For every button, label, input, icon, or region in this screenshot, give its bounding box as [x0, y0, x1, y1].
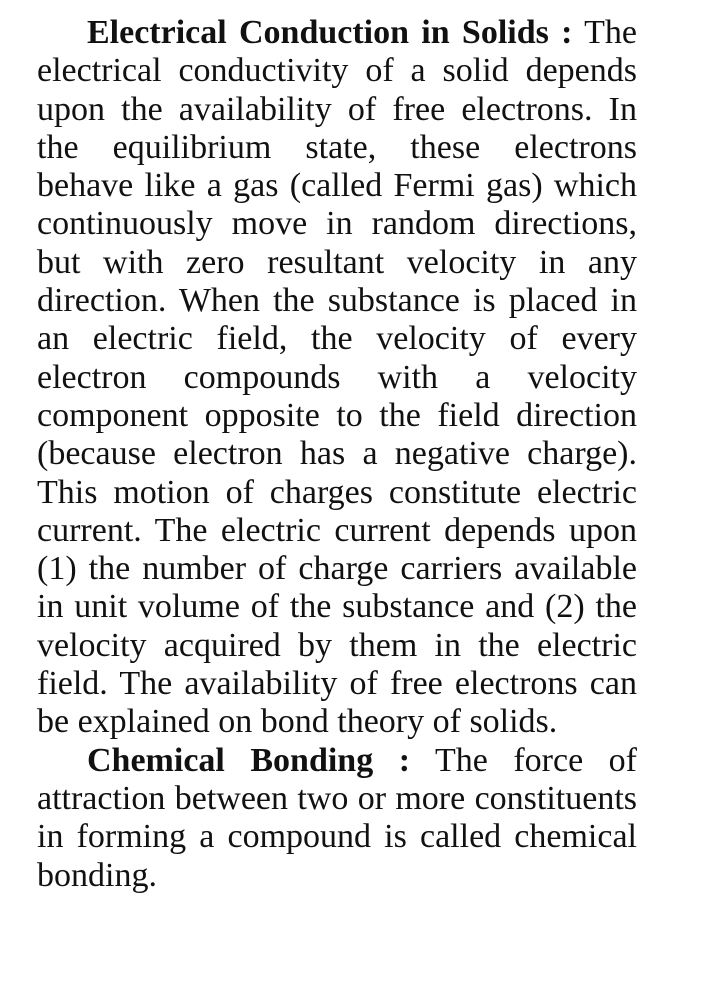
- heading-chemical-bonding: Chemical Bonding :: [87, 741, 411, 779]
- paragraph-chemical-bonding: [37, 742, 637, 895]
- body-electrical-conduction: The electrical conductivity of a solid depends upon the availability of free electrons. In the equilibrium state, these electrons behave like a gas (called Fermi gas) which continuously move in random directions, but with zero resultant velocity in any direction. When the substance is placed in an electric field, the velocity of every electron compounds with a velocity component opposite to the field direction (because electron has a negative charge). This motion of charges constitute electric current. The electric current depends upon (1) the number of charge carriers available in unit volume of the substance and (2) the velocity acquired by them in the electric field. The availability of free electrons can be explained on bond theory of solids.: [37, 14, 638, 741]
- heading-electrical-conduction: Electrical Conduction in Solids :: [87, 14, 573, 51]
- paragraph-electrical-conduction: [37, 14, 637, 742]
- body-chemical-bonding: The force of attraction between two or more constituents in forming a compound is called chemical bonding.: [37, 741, 637, 894]
- document-page: [37, 14, 637, 895]
